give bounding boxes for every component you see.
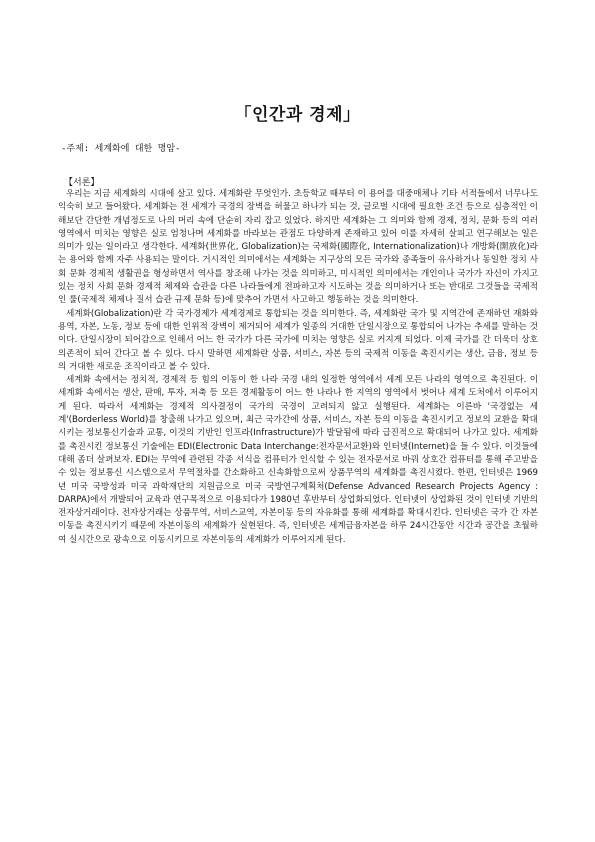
document-title: 「인간과 경제」 xyxy=(234,105,361,125)
paragraph: 세계화(Globalization)란 각 국가경제가 세계경제로 통합되는 것을 의미한다. 즉, 세계화란 국가 및 지역간에 존재하던 재화와 용역, 자본, 노동, 정보 등에 대한 인위적 장벽이 제거되어 세계가 일종의 거대한 단일시장으로 통합되어 나가는 추세를 말하는 것이다. 단일시장이 되어감으로 인해서 어느 한 국가가 다른 국가에 미치는 영향은 실로 커지게 되었다. 이제 국가를 간 더욱더 상호 의존적이 되어 간다고 볼 수 있다. 다시 말하면 세계화란 상품, 서비스, 자본 등의 국제적 이동을 촉진시키는 생산, 금융, 정보 등의 거대한 새로운 조직이라고 볼 수 있다. xyxy=(58,308,538,372)
paragraph: 세계화 속에서는 정치적, 경제적 등 힘의 이동이 한 나라 국경 내의 일정한 영역에서 세계 모든 나라의 영역으로 촉진된다. 이 세계화 속에서는 생산, 판매, 투자, 저축 등 모든 경제활동이 어느 한 나라나 한 지역의 영역에서 벗어나 세계 도처에서 이루어지게 된다. 따라서 세계화는 경제적 의사결정이 국가의 국경이 고려되지 않고 실행된다. 세계화는 이른바 '국경없는 세계'(Borderless World)를 창출해 나가고 있으며, 최근 국가간에 상품, 서비스, 자본 등의 이동을 촉진시키고 정보의 교환을 확대시키는 정보통신기술과 교통, 이것의 기반인 인프라(Infrastructure)가 발달됨에 따라 급진적으로 확대되어 나가고 있다. 세계화를 촉진시킨 정보통신 기술에는 EDI(Electronic Data Interchange:전자문서교환)와 인터넷(Internet)을 들 수 있다. 이것들에 대해 좀더 살펴보자. EDI는 무역에 관련된 각종 서식을 컴퓨터가 인식할 수 있는 전자문서로 바꿔 상호간 컴퓨터를 통해 주고받을 수 있는 정보통신 시스템으로서 무역절차를 간소화하고 신속화함으로써 상품무역의 세계화를 촉진시켰다. 한편, 인터넷은 1969년 미국 국방성과 미국 과학재단의 지원금으로 미국 국방연구계획처(Defense Advanced Research Projects Agency : DARPA)에서 개발되어 교육과 연구목적으로 이용되다가 1980년 후반부터 상업화되었다. 인터넷이 상업화된 것이 인터넷 기반의 전자상거래이다. 전자상거래는 상품무역, 서비스교역, 자본이동 등의 자유화를 통해 세계화를 확대시킨다. 인터넷은 국가 간 자본이동을 촉진시키기 때문에 자본이동의 세계화가 실현된다. 즉, 인터넷은 세계금융자본을 하루 24시간동안 시간과 공간을 초월하여 실시간으로 광속으로 이동시키므로 자본이동의 세계화가 이루어지게 된다. xyxy=(58,375,538,545)
body-text xyxy=(58,188,538,547)
paragraph: 우리는 지금 세계화의 시대에 살고 있다. 세계화란 무엇인가. 초등학교 때부터 이 용어를 대중매체나 기타 서적들에서 너무나도 익숙히 보고 들어왔다. 세계화는 전 세계가 국경의 장벽을 허물고 하나가 되는 것, 글로벌 시대에 필요한 조건 등으로 심층적인 이해보단 간단한 개념정도로 나의 머리 속에 단순히 자리 잡고 있었다. 하지만 세계화는 그 의미와 함께 경제, 정치, 문화 등의 여러 영역에서 미치는 영향은 실로 엄청나며 세계화를 바라보는 관점도 다양하게 존재하고 있어 이를 자세히 살피고 연구해보는 일은 의미가 있는 일이라고 생각한다. 세계화(世界化, Globalization)는 국제화(國際化, Internationalization)나 개방화(開放化)라는 용어와 함께 자주 사용되는 말이다. 거시적인 의미에서는 세계화는 지구상의 모든 국가와 종족들이 유사하거나 동일한 정치 사회 문화 경제적 생활권을 형성하면서 역사를 창조해 나가는 것을 의미하고, 미시적인 의미에서는 개인이나 국가가 자신이 가지고 있는 정치 사회 문화 경제적 체제와 습관을 다른 나라들에게 전파하고자 시도하는 것을 의미하거나 또는 반대로 그것들을 국제적인 룰(국제적 체제나 질서 습관 규제 문화 등)에 맞추어 가면서 사고하고 행동하는 것을 의미한다. xyxy=(58,189,538,306)
section-heading: 【서론】 xyxy=(64,178,100,188)
document-subtitle: -주제: 세계화에 대한 명암- xyxy=(61,144,181,154)
